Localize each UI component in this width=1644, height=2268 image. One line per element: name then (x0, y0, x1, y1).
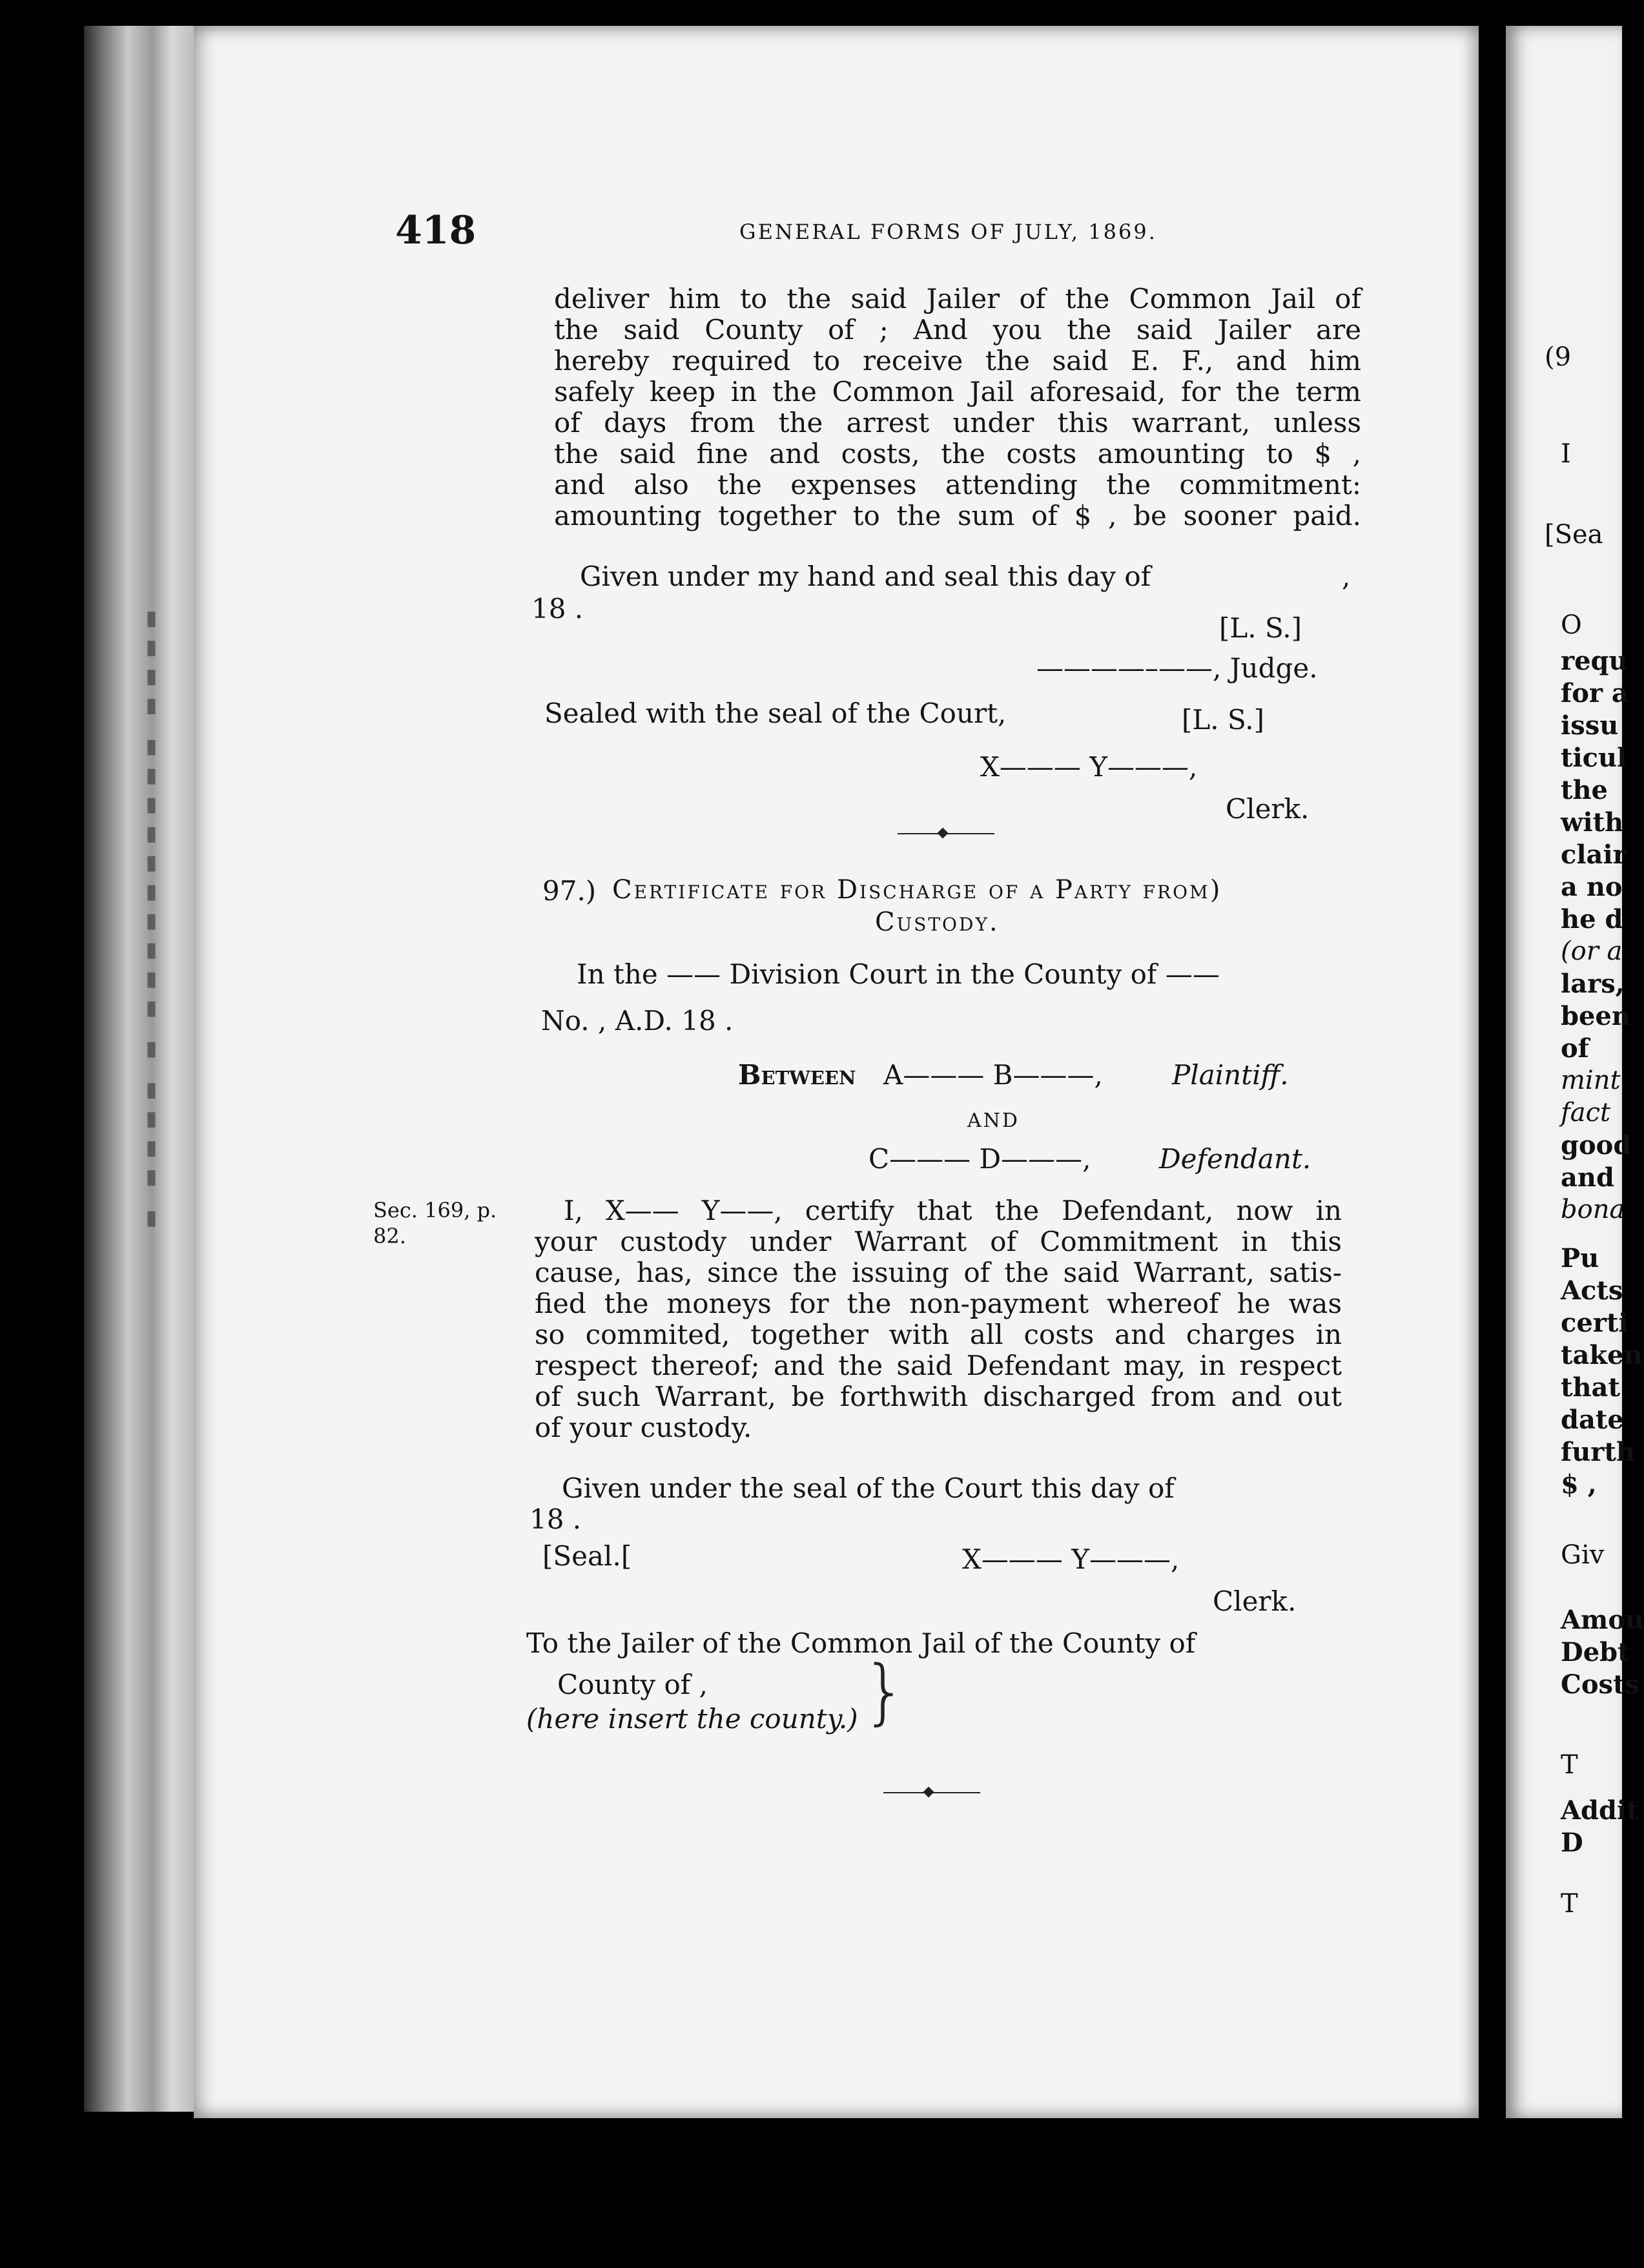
text-line: of such Warrant, be forthwith discharged from and out (535, 1381, 1342, 1412)
seal-mark: [L. S.] (1182, 704, 1264, 736)
defendant-label: Defendant. (1159, 1143, 1311, 1175)
text-line: amounting together to the sum of $ , be sooner paid. (554, 500, 1361, 531)
facing-page-fragment: mint (1561, 1066, 1621, 1095)
facing-page-fragment: that (1561, 1372, 1620, 1403)
running-head: GENERAL FORMS OF JULY, 1869. (739, 220, 1157, 244)
text-line: of your custody. (535, 1412, 752, 1443)
seal-mark: [Seal.[ (542, 1540, 632, 1572)
sealed-line: Sealed with the seal of the Court, (544, 697, 1007, 729)
form-heading: Certificate for Discharge of a Party from) (612, 875, 1222, 905)
text-line: safely keep in the Common Jail aforesaid, for the term (554, 376, 1361, 407)
facing-page-fragment: Debt (1561, 1637, 1630, 1667)
facing-page-fragment: Amou (1561, 1605, 1644, 1635)
court-line: In the —— Division Court in the County of —— (577, 958, 1220, 990)
margin-note: 82. (373, 1224, 406, 1248)
facing-page-fragment: clair (1561, 840, 1627, 870)
facing-page-fragment: [Sea (1545, 520, 1603, 550)
facing-page-fragment: requ (1561, 646, 1628, 676)
text-line: respect thereof; and the said Defendant may, in respect (535, 1350, 1342, 1381)
insert-note: (here insert the county.) (526, 1703, 858, 1735)
facing-page-fragment: the (1561, 775, 1608, 805)
facing-page (1506, 26, 1644, 2118)
year-line: 18 . (529, 1503, 582, 1535)
facing-page-fragment: D (1561, 1828, 1583, 1858)
facing-page-fragment: O (1561, 610, 1582, 640)
facing-page-fragment: Pu (1561, 1243, 1599, 1273)
between-label: Between (738, 1059, 856, 1091)
facing-page-fragment: bona (1561, 1195, 1625, 1224)
facing-page-fragment: furth (1561, 1437, 1635, 1467)
text-line: and also the expenses attending the commitment: (554, 469, 1361, 500)
facing-page-fragment: taken (1561, 1340, 1643, 1370)
gutter (1479, 0, 1506, 2268)
text-line: fied the moneys for the non-payment whereof he was (535, 1288, 1342, 1319)
facing-page-fragment: $ , (1561, 1469, 1597, 1500)
text-line: so commited, together with all costs and charges in (535, 1319, 1342, 1350)
text-line: the said fine and costs, the costs amounting to $ , (554, 438, 1361, 469)
facing-page-fragment: he d (1561, 904, 1623, 934)
county-line: County of , (557, 1669, 708, 1700)
text-line: I, X—— Y——, certify that the Defendant, now in (564, 1195, 1342, 1226)
judge-signature: ————–——, Judge. (1036, 652, 1318, 684)
text-line: hereby required to receive the said E. F., and him (554, 345, 1361, 376)
and-label: AND (967, 1109, 1020, 1132)
facing-page-fragment: Addit (1561, 1795, 1639, 1826)
facing-page-fragment: of (1561, 1033, 1589, 1064)
defendant-names: C——— D———, (868, 1143, 1091, 1175)
facing-page-fragment: T (1561, 1750, 1578, 1780)
clerk-label: Clerk. (1226, 793, 1310, 825)
facing-page-fragment: been (1561, 1001, 1630, 1031)
plaintiff-label: Plaintiff. (1172, 1059, 1289, 1091)
brace: } (862, 1650, 907, 1733)
facing-page-fragment: date (1561, 1405, 1624, 1435)
text-line: of days from the arrest under this warrant, unless (554, 407, 1361, 438)
given-line: Given under my hand and seal this day of (580, 561, 1151, 592)
address-line: To the Jailer of the Common Jail of the County of (526, 1627, 1196, 1659)
facing-page-fragment: I (1561, 439, 1571, 469)
plaintiff-names: A——— B———, (883, 1059, 1103, 1091)
text-line: deliver him to the said Jailer of the Common Jail of (554, 283, 1361, 314)
facing-page-fragment: issu (1561, 710, 1619, 741)
facing-page-fragment: (or a (1561, 936, 1623, 966)
form-heading-2: Custody. (875, 907, 1000, 937)
facing-page-fragment: Costs (1561, 1669, 1640, 1700)
facing-page-fragment: Giv (1561, 1540, 1605, 1570)
facing-page-fragment: a no (1561, 872, 1623, 902)
page-number: 418 (395, 208, 477, 253)
facing-page-fragment: and (1561, 1162, 1614, 1193)
case-number: No. , A.D. 18 . (541, 1005, 734, 1036)
clerk-label: Clerk. (1213, 1585, 1297, 1617)
facing-page-fragment: fact (1561, 1098, 1611, 1128)
facing-page-fragment: Acts (1561, 1275, 1623, 1306)
seal-mark: [L. S.] (1219, 612, 1302, 644)
spine-stamp-image: ▮▮▮▮ ▮▮▮▮▮▮▮▮▮▮ ▮ ▮▮▮▮ ▮ (141, 607, 162, 1236)
margin-note: Sec. 169, p. (373, 1198, 497, 1222)
facing-page-fragment: ticul (1561, 743, 1627, 773)
text-line: your custody under Warrant of Commitment in this (535, 1226, 1342, 1257)
book-page-edge (84, 26, 194, 2112)
facing-page-fragment: lars, (1561, 969, 1625, 999)
facing-page-fragment: good (1561, 1130, 1632, 1160)
year-line: 18 . (531, 593, 584, 624)
given-line: Given under the seal of the Court this day of (562, 1472, 1175, 1504)
facing-page-fragment: (9 (1545, 342, 1572, 372)
clerk-signature: X——— Y———, (980, 751, 1198, 783)
facing-page-fragment: T (1561, 1889, 1578, 1919)
facing-page-fragment: certi (1561, 1308, 1629, 1338)
text-line: cause, has, since the issuing of the said Warrant, satis- (535, 1257, 1342, 1288)
facing-page-fragment: with (1561, 807, 1624, 838)
clerk-signature: X——— Y———, (962, 1543, 1180, 1575)
text-line: the said County of ; And you the said Jailer are (554, 314, 1361, 345)
facing-page-fragment: for a (1561, 678, 1629, 708)
form-number: 97.) (542, 875, 597, 907)
given-comma: , (1342, 561, 1351, 592)
